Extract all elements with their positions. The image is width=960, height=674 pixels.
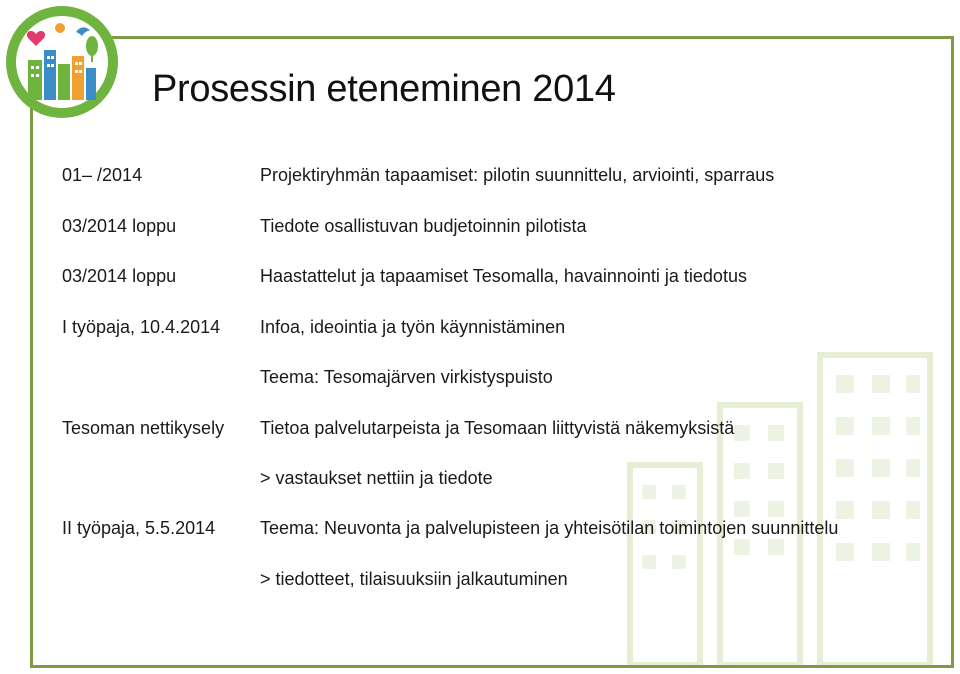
page-title: Prosessin eteneminen 2014 — [152, 68, 616, 110]
timeline-row — [0, 564, 960, 594]
row-date: 01– /2014 — [62, 165, 143, 185]
timeline-row — [0, 513, 960, 543]
row-description: Teema: Tesomajärven virkistyspuisto — [260, 367, 553, 387]
timeline-row — [0, 261, 960, 291]
row-date: 03/2014 loppu — [62, 216, 177, 236]
row-date: II työpaja, 5.5.2014 — [62, 518, 216, 538]
timeline-row — [0, 463, 960, 493]
timeline-row — [0, 160, 960, 190]
row-date: 03/2014 loppu — [62, 266, 177, 286]
timeline-row — [0, 211, 960, 241]
row-date: Tesoman nettikysely — [62, 418, 225, 438]
row-description: > vastaukset nettiin ja tiedote — [260, 468, 493, 488]
row-description: > tiedotteet, tilaisuuksiin jalkautuminen — [260, 569, 568, 589]
row-description: Infoa, ideointia ja työn käynnistäminen — [260, 317, 566, 337]
row-description: Haastattelut ja tapaamiset Tesomalla, havainnointi ja tiedotus — [260, 266, 747, 286]
buildings-background-graphic — [610, 345, 950, 665]
row-description: Tiedote osallistuvan budjetoinnin pilotista — [260, 216, 587, 236]
timeline-row — [0, 362, 960, 392]
logo-icon — [2, 2, 122, 122]
timeline-row — [0, 312, 960, 342]
row-description: Teema: Neuvonta ja palvelupisteen ja yhteisötilan toimintojen suunnittelu — [260, 518, 839, 538]
row-description: Tietoa palvelutarpeista ja Tesomaan liittyvistä näkemyksistä — [260, 418, 735, 438]
timeline-row — [0, 413, 960, 443]
row-date: I työpaja, 10.4.2014 — [62, 317, 221, 337]
row-description: Projektiryhmän tapaamiset: pilotin suunnittelu, arviointi, sparraus — [260, 165, 775, 185]
